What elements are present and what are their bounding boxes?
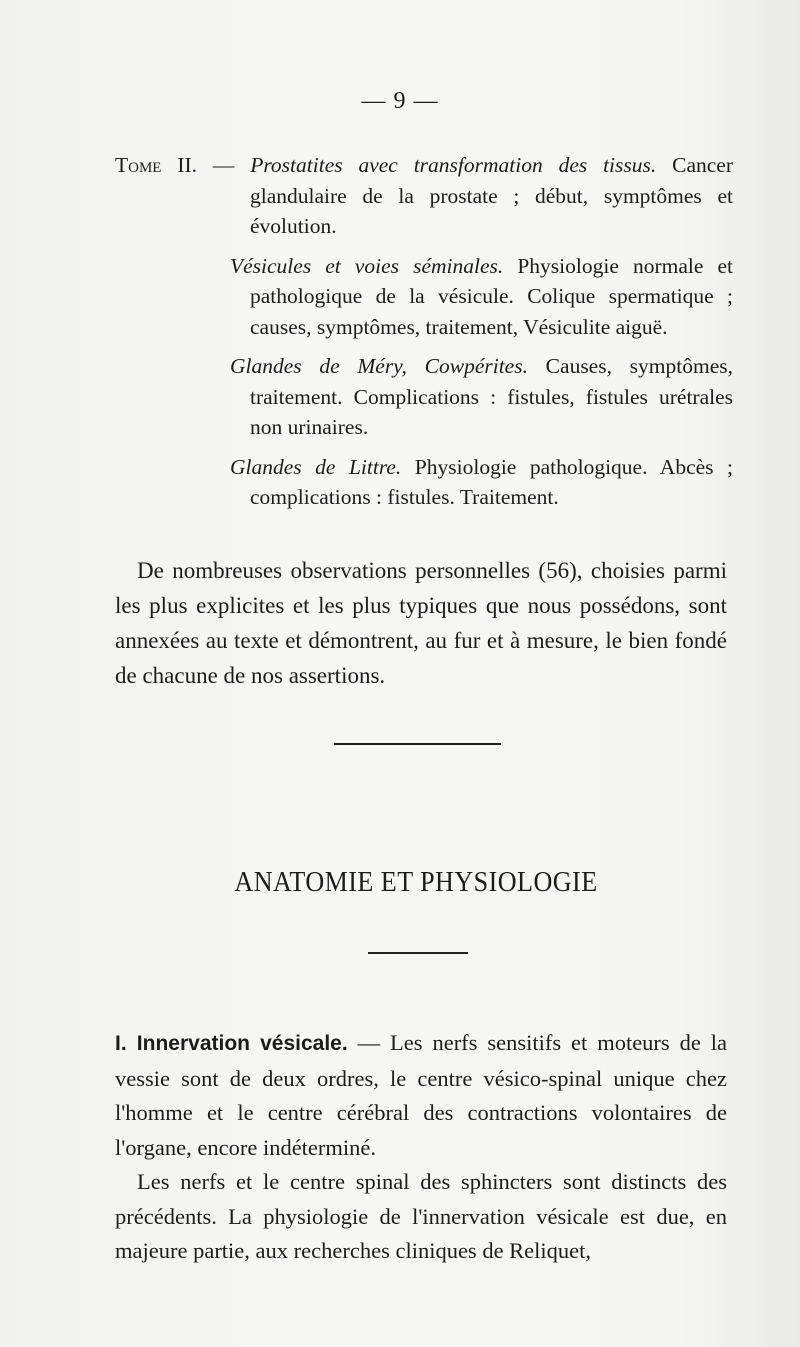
toc-entry-mery <box>115 351 733 443</box>
tome-dash: — <box>197 153 251 177</box>
toc-entry-vesicules <box>115 251 733 343</box>
toc-entry-title: Glandes de Littre. <box>230 454 402 479</box>
toc-entry-title: Vésicules et voies séminales. <box>230 253 504 278</box>
paragraph-sphincters: Les nerfs et le centre spinal des sphincters sont distincts des précédents. La physiologie de l'innervation vésicale est due, en majeure partie, aux recherches cliniques de Reliquet, <box>115 1169 727 1263</box>
toc-entry-text: Physiologie pathologique. Abcès ; complications : fistules. Traitement. <box>250 454 733 509</box>
toc-entry-text: Cancer glandulaire de la prostate ; début, symptômes et évolution. <box>250 153 733 238</box>
toc-entry-title: Prostatites avec transformation des tissus. <box>250 153 657 177</box>
toc-entry-littre <box>115 452 733 513</box>
divider-rule <box>368 952 468 954</box>
heading-dash: — <box>347 1030 391 1055</box>
divider-rule <box>334 743 501 745</box>
paragraph-text: Les nerfs sensitifs et moteurs de la vessie sont de deux ordres, le centre vésico-spinal unique chez l'homme et le centre cérébral des contractions volontaires de l'organe, encore indéterminé. <box>115 1030 727 1160</box>
subsection-heading: I. Innervation vésicale. <box>115 1032 348 1055</box>
toc-entry-text: Causes, symptômes, traitement. Complications : fistules, fistules urétrales non urinaires. <box>250 354 734 439</box>
body-text <box>115 1026 727 1269</box>
toc-entry-text: Physiologie normale et pathologique de la vésicule. Colique spermatique ; causes, symptômes, traitement, Vésiculite aiguë. <box>250 253 733 339</box>
page-number: — 9 — <box>361 88 439 114</box>
paragraph-innervation <box>115 1026 727 1165</box>
toc-entry-prostatites <box>115 150 733 242</box>
tome-label: Tome II. <box>115 153 198 177</box>
toc-entry-title: Glandes de Méry, Cowpérites. <box>230 354 528 378</box>
intro-paragraph: De nombreuses observations personnelles (56), choisies parmi les plus explicites et les plus typiques que nous possédons, sont annexées au texte et démontrent, au fur et à mesure, le bien fondé de chacune de nos assertions. <box>115 558 727 688</box>
section-title: ANATOMIE ET PHYSIOLOGIE <box>234 866 598 898</box>
table-of-contents <box>115 150 733 513</box>
